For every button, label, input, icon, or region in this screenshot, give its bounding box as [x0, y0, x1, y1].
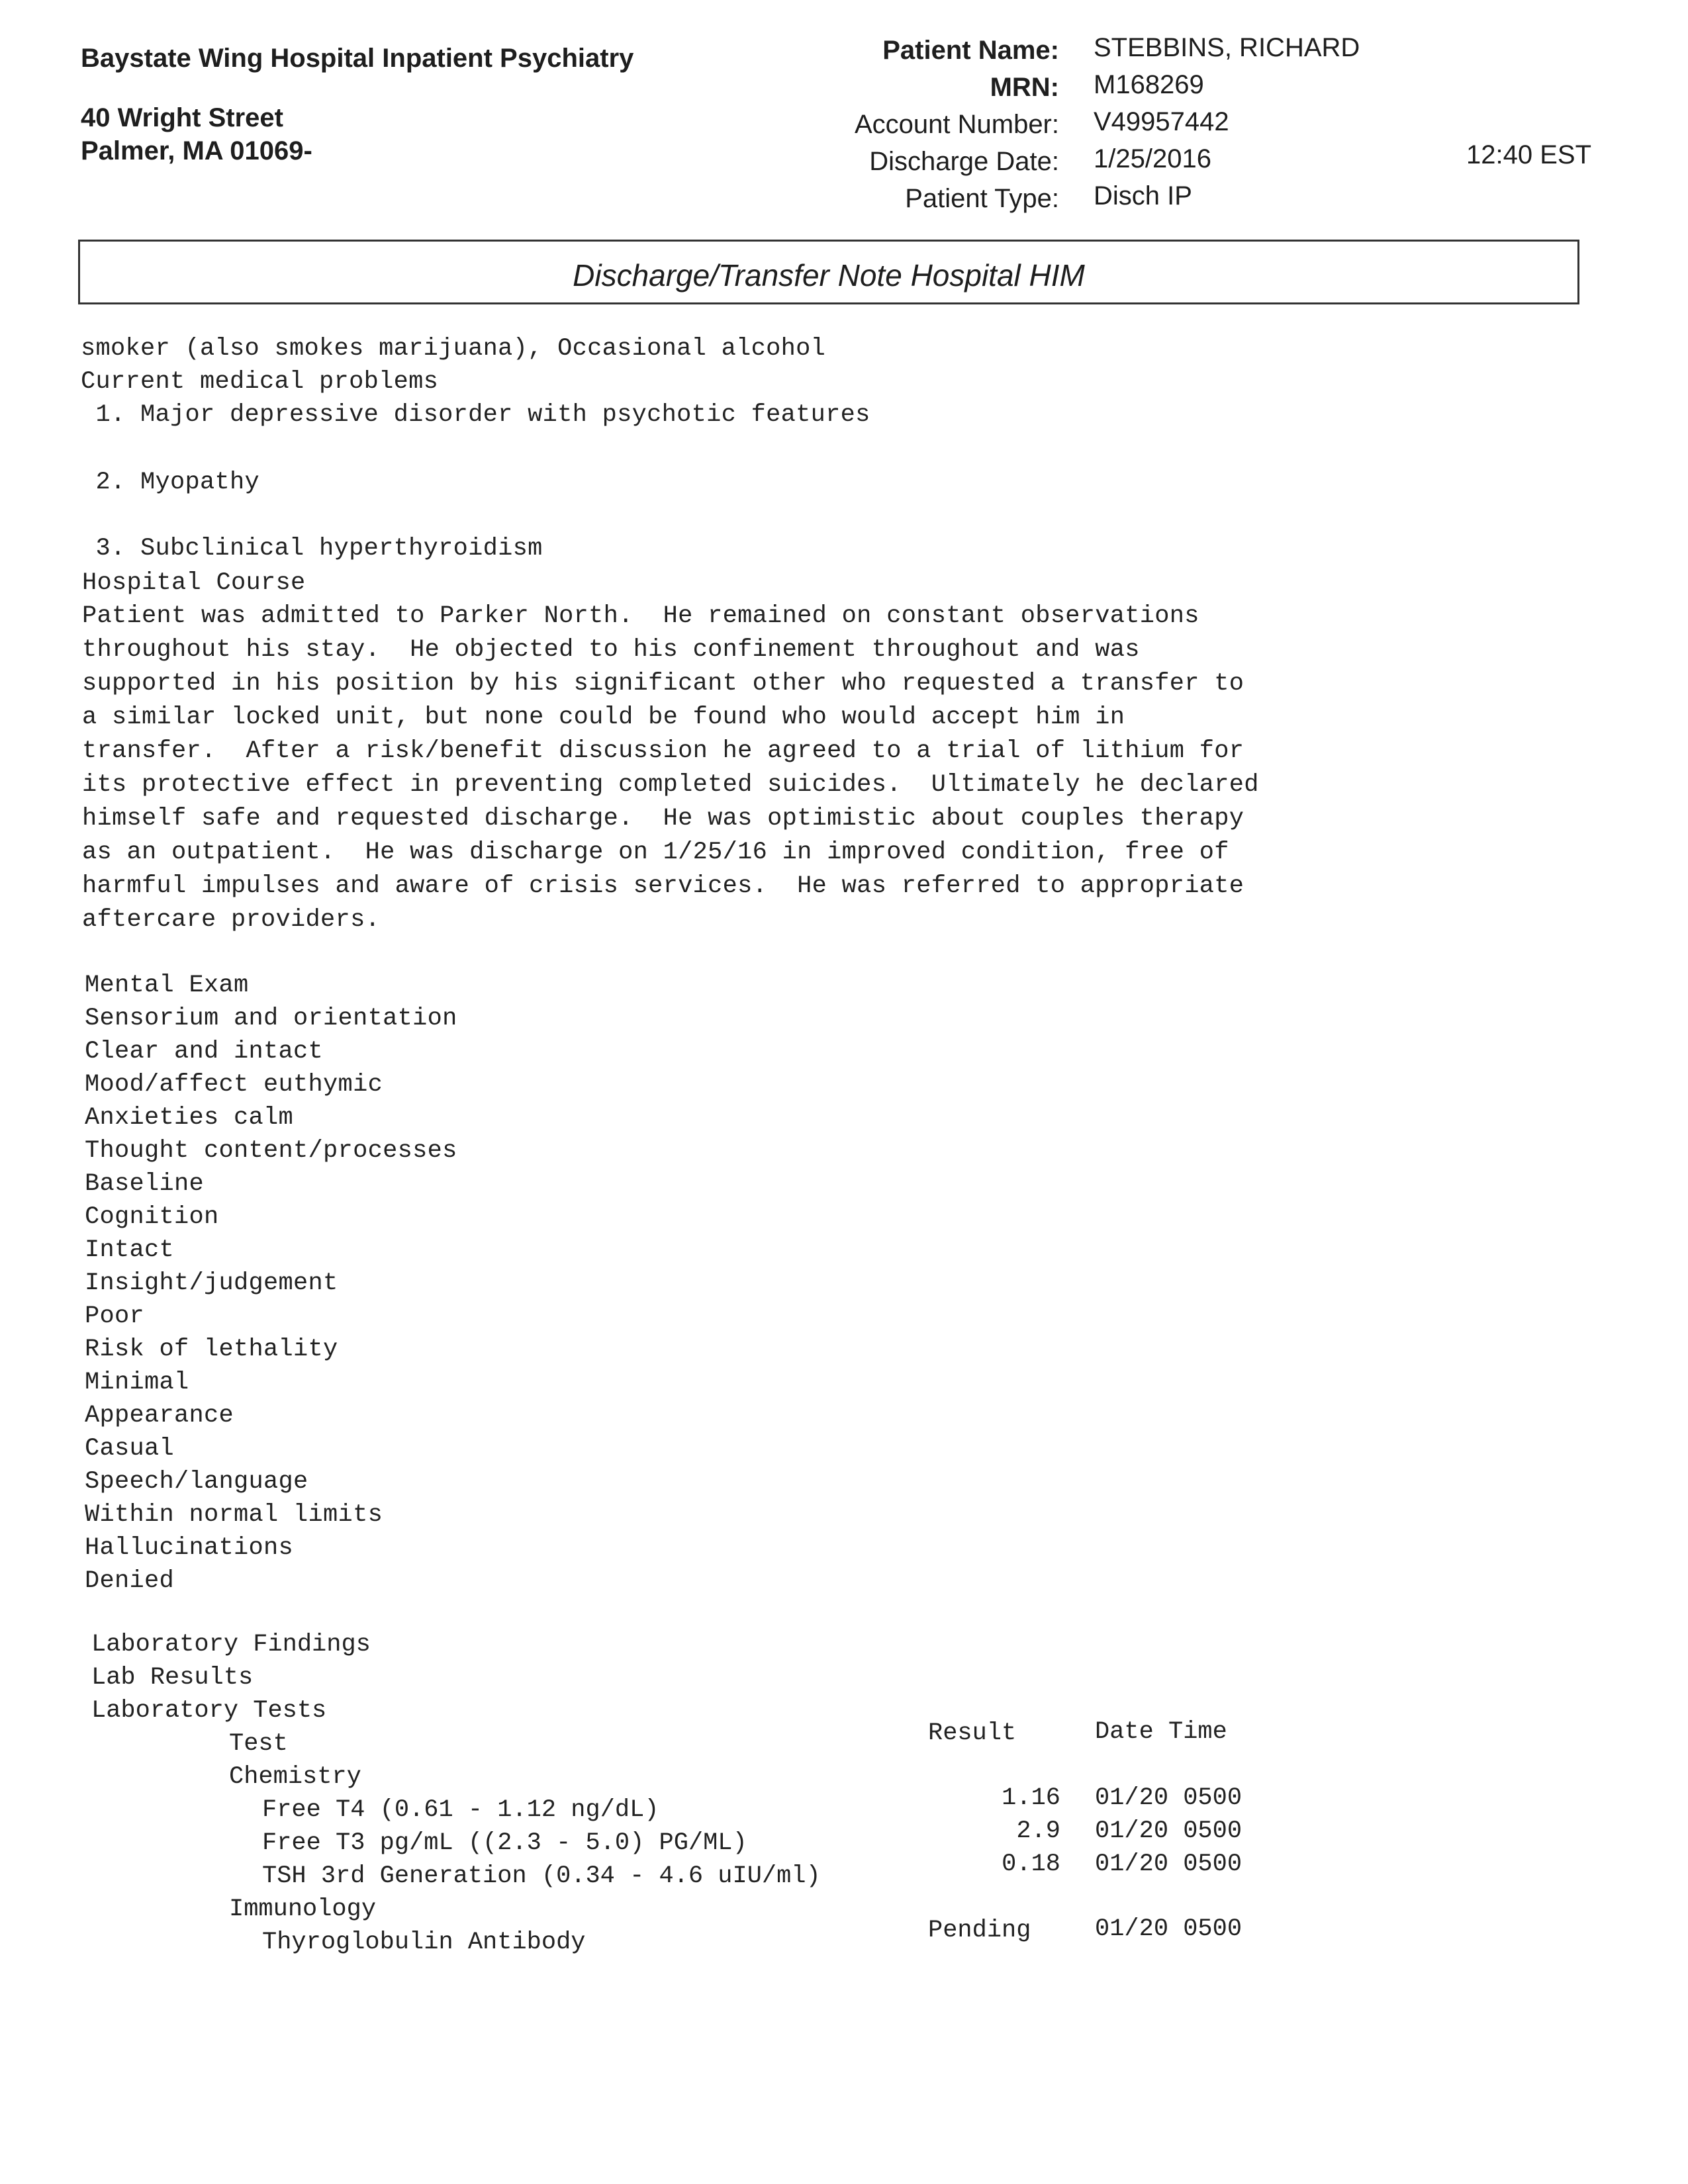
lab-datetime: 01/20 0500 — [1095, 1817, 1243, 1845]
lab-group-immunology: Immunology — [229, 1895, 377, 1923]
hospital-course-line: a similar locked unit, but none could be found who would accept him in — [82, 704, 1125, 731]
lab-col-datetime: Date Time — [1095, 1718, 1227, 1746]
hospital-course-line: aftercare providers. — [82, 906, 381, 934]
hospital-course-line: harmful impulses and aware of crisis services. He was referred to appropriate — [82, 872, 1244, 900]
facility-name: Baystate Wing Hospital Inpatient Psychiatry — [81, 44, 634, 73]
problem-item: 3. Subclinical hyperthyroidism — [81, 535, 543, 563]
mental-exam-line: Appearance — [85, 1402, 234, 1430]
mental-exam-line: Anxieties calm — [85, 1104, 294, 1132]
lab-heading: Lab Results — [91, 1664, 254, 1692]
lab-col-test: Test — [229, 1730, 288, 1758]
facility-street: 40 Wright Street — [81, 103, 283, 132]
lab-result-value: 1.16 — [1002, 1784, 1060, 1812]
lab-heading: Laboratory Tests — [91, 1697, 327, 1725]
lab-datetime: 01/20 0500 — [1095, 1784, 1243, 1812]
facility-city: Palmer, MA 01069- — [81, 136, 312, 165]
lab-test-name: Free T4 (0.61 - 1.12 ng/dL) — [262, 1796, 659, 1824]
patient-type-label: Patient Type: — [905, 184, 1059, 213]
lab-result-value: Pending — [928, 1917, 1031, 1944]
mental-exam-line: Insight/judgement — [85, 1269, 338, 1297]
patient-name-label: Patient Name: — [882, 36, 1059, 65]
lab-test-name: TSH 3rd Generation (0.34 - 4.6 uIU/ml) — [262, 1862, 821, 1890]
hospital-course-line: throughout his stay. He objected to his confinement throughout and was — [82, 636, 1140, 664]
lab-heading: Laboratory Findings — [91, 1631, 371, 1659]
mental-exam-line: Mental Exam — [85, 972, 249, 999]
account-number-label: Account Number: — [854, 110, 1059, 139]
mental-exam-line: Thought content/processes — [85, 1137, 457, 1165]
mental-exam-line: Casual — [85, 1435, 175, 1463]
hospital-course-line: Patient was admitted to Parker North. He remained on constant observations — [82, 602, 1199, 630]
mrn-label: MRN: — [990, 73, 1059, 102]
hospital-course-line: its protective effect in preventing completed suicides. Ultimately he declared — [82, 771, 1259, 799]
lab-datetime: 01/20 0500 — [1095, 1915, 1243, 1943]
lab-result-value: 2.9 — [1016, 1817, 1060, 1845]
mrn-value: M168269 — [1094, 70, 1204, 99]
mental-exam-line: Mood/affect euthymic — [85, 1071, 383, 1099]
mental-exam-line: Minimal — [85, 1369, 189, 1396]
problems-heading: Current medical problems — [81, 368, 439, 396]
patient-type: Disch IP — [1094, 181, 1192, 210]
hospital-course-line: supported in his position by his significant other who requested a transfer to — [82, 670, 1244, 698]
discharge-date: 1/25/2016 — [1094, 144, 1211, 173]
lab-col-result: Result — [928, 1719, 1017, 1747]
mental-exam-line: Speech/language — [85, 1468, 308, 1496]
mental-exam-line: Denied — [85, 1567, 175, 1595]
mental-exam-line: Sensorium and orientation — [85, 1005, 457, 1032]
lab-result-value: 0.18 — [1002, 1850, 1060, 1878]
problem-item: 2. Myopathy — [81, 469, 260, 496]
discharge-date-label: Discharge Date: — [869, 147, 1059, 176]
mental-exam-line: Baseline — [85, 1170, 205, 1198]
lab-test-name: Thyroglobulin Antibody — [262, 1929, 586, 1956]
document-title: Discharge/Transfer Note Hospital HIM — [573, 258, 1085, 293]
hospital-course-heading: Hospital Course — [82, 569, 306, 597]
account-number: V49957442 — [1094, 107, 1229, 136]
lab-datetime: 01/20 0500 — [1095, 1850, 1243, 1878]
lab-test-name: Free T3 pg/mL ((2.3 - 5.0) PG/ML) — [262, 1829, 747, 1857]
hospital-course-line: as an outpatient. He was discharge on 1/25/16 in improved condition, free of — [82, 839, 1229, 866]
document-title-box — [78, 240, 1579, 304]
social-history: smoker (also smokes marijuana), Occasional alcohol — [81, 335, 826, 363]
mental-exam-line: Within normal limits — [85, 1501, 383, 1529]
hospital-course-line: himself safe and requested discharge. He was optimistic about couples therapy — [82, 805, 1244, 833]
mental-exam-line: Hallucinations — [85, 1534, 294, 1562]
patient-name: STEBBINS, RICHARD — [1094, 33, 1360, 62]
mental-exam-line: Risk of lethality — [85, 1336, 338, 1363]
mental-exam-line: Poor — [85, 1302, 145, 1330]
lab-group-chemistry: Chemistry — [229, 1763, 361, 1791]
discharge-time: 12:40 EST — [1466, 140, 1592, 169]
hospital-course-line: transfer. After a risk/benefit discussion he agreed to a trial of lithium for — [82, 737, 1244, 765]
mental-exam-line: Intact — [85, 1236, 175, 1264]
mental-exam-line: Clear and intact — [85, 1038, 324, 1066]
mental-exam-line: Cognition — [85, 1203, 219, 1231]
problem-item: 1. Major depressive disorder with psychotic features — [81, 401, 870, 429]
